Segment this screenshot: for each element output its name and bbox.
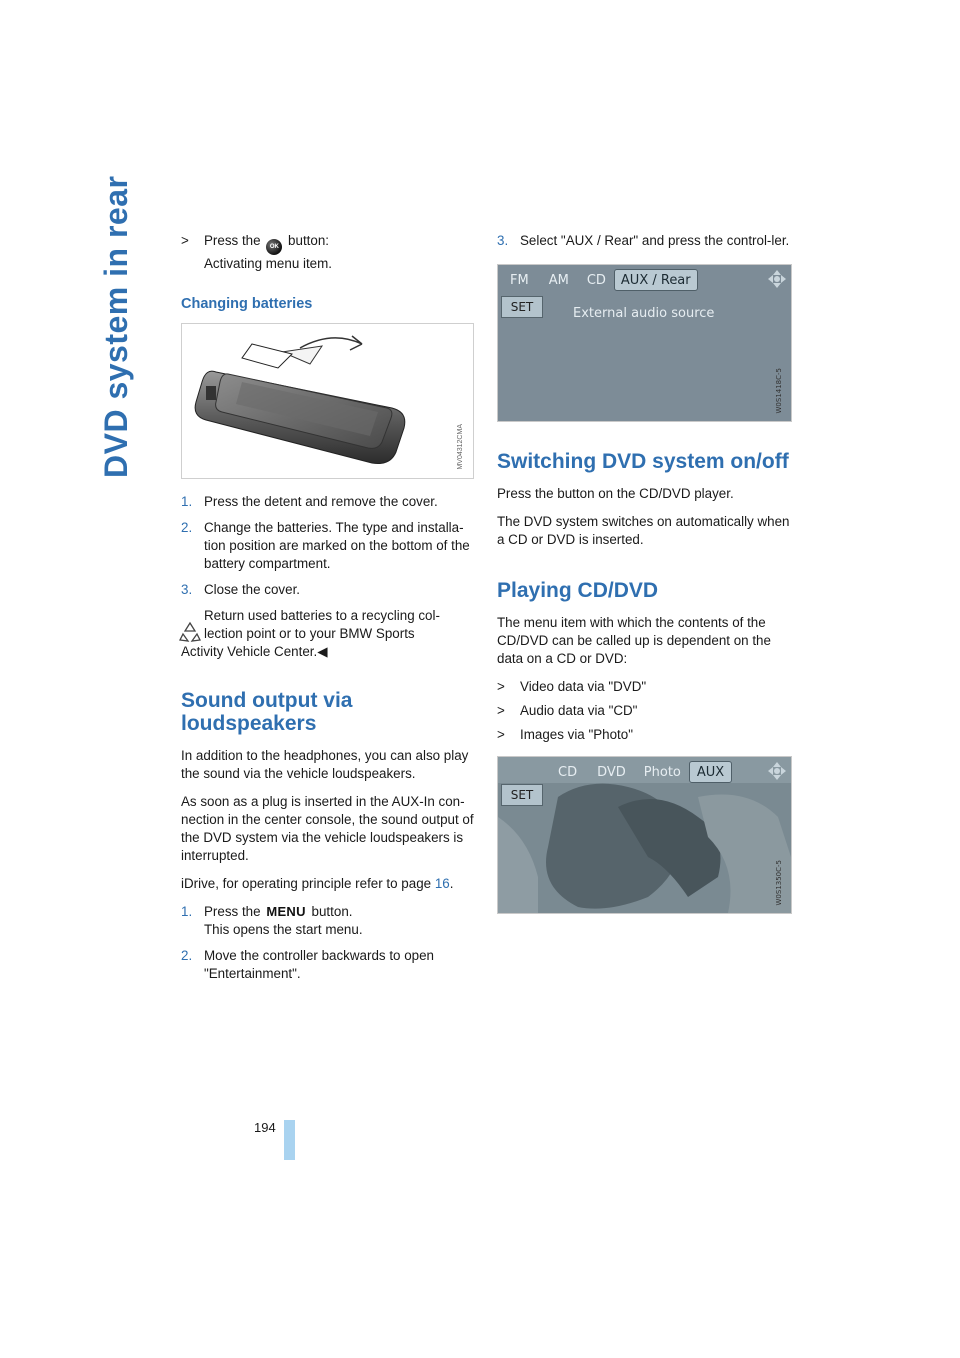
screen-tabs <box>548 761 732 783</box>
bullet-marker: > <box>497 703 505 718</box>
tab-cd[interactable]: CD <box>586 273 606 288</box>
step-number: 2. <box>181 948 193 963</box>
ok-button-instruction <box>181 232 474 273</box>
paragraph: The menu item with which the contents of the CD/DVD can be called up is dependent on the data on a CD or DVD: <box>497 615 771 666</box>
step-number: 3. <box>181 582 193 597</box>
paragraph: Press the button on the CD/DVD player. <box>497 486 734 501</box>
end-marker: ◀ <box>317 644 328 659</box>
instruction-text: Press the <box>204 233 261 248</box>
ok-button-icon: OK <box>266 239 282 255</box>
aux-rear-screen <box>497 264 792 422</box>
chapter-title-text: DVD system in rear <box>98 175 134 478</box>
set-button[interactable]: SET <box>501 296 543 318</box>
section-heading-switching: Switching DVD system on/off <box>497 450 789 473</box>
screen-message: External audio source <box>573 306 715 321</box>
note-text: Return used batteries to a recycling col-lection point or to your BMW Sports <box>204 608 440 641</box>
bullet-marker: > <box>497 727 505 742</box>
bullet-marker: > <box>497 679 505 694</box>
remote-control-figure <box>181 323 474 479</box>
step-number: 3. <box>497 233 509 248</box>
instruction-text: button: <box>288 233 329 248</box>
list-item <box>181 947 474 983</box>
step-text: Press the detent and remove the cover. <box>204 494 438 509</box>
tab-aux-rear[interactable]: AUX / Rear <box>614 269 698 291</box>
section-heading-sound-output: Sound output via loudspeakers <box>181 689 353 735</box>
list-item-text: Video data via "DVD" <box>520 679 647 694</box>
step-text: Change the batteries. The type and installa-tion position are marked on the bottom of the battery compartment. <box>204 520 470 571</box>
list-item-text: Images via "Photo" <box>520 727 633 742</box>
step-text: This opens the start menu. <box>204 922 363 937</box>
page-number: 194 <box>254 1120 276 1135</box>
list-item <box>497 678 792 696</box>
battery-steps-list <box>181 493 474 599</box>
list-item <box>497 726 792 744</box>
controller-nav-icon <box>767 761 787 781</box>
sidebar-chapter-title <box>100 0 150 1358</box>
left-column <box>181 232 474 991</box>
tab-aux[interactable]: AUX <box>689 761 732 783</box>
step-number: 1. <box>181 494 193 509</box>
step-text: Press the <box>204 904 261 919</box>
cd-dvd-screen <box>497 756 792 914</box>
right-column <box>497 232 792 914</box>
list-item <box>181 493 474 511</box>
tab-dvd[interactable]: DVD <box>597 765 626 780</box>
paragraph-text: iDrive, for operating principle refer to page <box>181 876 432 891</box>
step-number: 2. <box>181 520 193 535</box>
set-button[interactable]: SET <box>501 784 543 806</box>
controller-nav-icon <box>767 269 787 289</box>
tab-photo[interactable]: Photo <box>643 765 681 780</box>
list-item <box>181 903 474 939</box>
step-text: Select "AUX / Rear" and press the control-ler. <box>520 233 790 248</box>
tab-cd[interactable]: CD <box>558 765 578 780</box>
step-text: Close the cover. <box>204 582 301 597</box>
instruction-text: Activating menu item. <box>204 256 333 271</box>
list-item <box>181 519 474 573</box>
tab-fm[interactable]: FM <box>510 273 529 288</box>
list-item <box>497 232 792 250</box>
screen-tabs <box>500 269 698 291</box>
paragraph-idrive <box>181 875 474 893</box>
section-heading-playing: Playing CD/DVD <box>497 579 659 602</box>
figure-code: MV04312CMA <box>457 424 464 470</box>
bullet-marker: > <box>181 233 189 248</box>
page-marker-bar <box>284 1120 295 1160</box>
list-item <box>497 702 792 720</box>
paragraph-text: . <box>449 876 454 891</box>
remote-control-illustration <box>182 324 473 478</box>
paragraph: In addition to the headphones, you can also play the sound via the vehicle loudspeakers. <box>181 748 469 781</box>
step-text: button. <box>311 904 353 919</box>
figure-code: W0S1350C-5 <box>775 859 783 905</box>
page-reference-link[interactable]: 16 <box>434 876 450 891</box>
note-tail <box>181 643 474 661</box>
tab-am[interactable]: AM <box>548 273 569 288</box>
recycling-note <box>181 607 474 661</box>
note-tail-text: Activity Vehicle Center. <box>181 644 318 659</box>
section-heading-batteries: Changing batteries <box>181 296 313 312</box>
paragraph: The DVD system switches on automatically when a CD or DVD is inserted. <box>497 514 790 547</box>
step-number: 1. <box>181 904 193 919</box>
list-item-text: Audio data via "CD" <box>520 703 638 718</box>
recycling-icon <box>179 621 201 643</box>
list-item <box>181 581 474 599</box>
menu-button-icon: MENU <box>266 904 306 919</box>
figure-code: W0S1418C-5 <box>775 367 783 413</box>
paragraph: As soon as a plug is inserted in the AUX-In con-nection in the center console, the sound output of the DVD system via the vehicle loudspeakers is interrupted. <box>181 794 474 863</box>
data-type-list <box>497 678 792 744</box>
step-text: Move the controller backwards to open "Entertainment". <box>204 948 434 981</box>
